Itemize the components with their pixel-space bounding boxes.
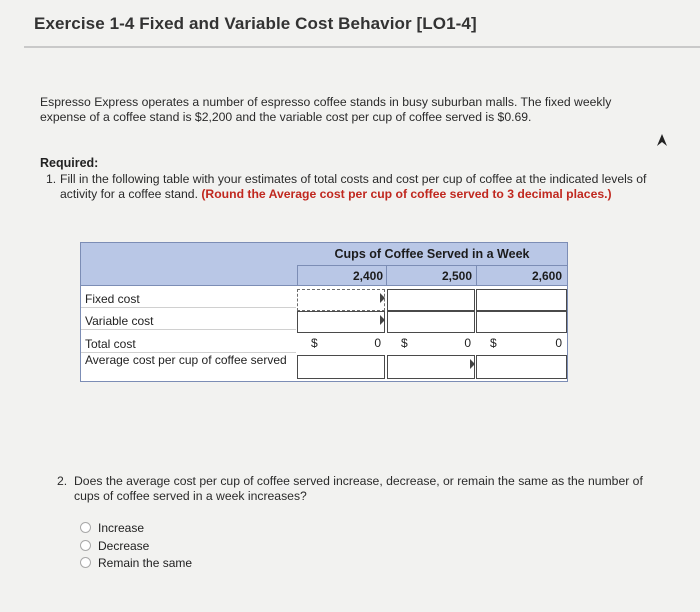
option-increase[interactable] [82,521,144,535]
option-remain-same[interactable] [82,556,192,570]
total-cost-value-2500: 0 [464,336,471,350]
variable-cost-input-2500[interactable] [387,311,475,333]
total-cost-value-2400: 0 [374,336,381,350]
total-cost-currency-2500: $ [401,336,408,350]
question-2 [57,474,657,503]
average-cost-input-2500[interactable] [387,355,475,379]
radio-remain-same[interactable] [80,557,91,568]
cell-marker-icon [380,315,385,325]
table-body [80,286,568,382]
header-divider [297,265,568,266]
question-1 [46,172,656,201]
fixed-cost-input-2400[interactable] [297,289,385,311]
rounding-note: (Round the Average cost per cup of coffee served to 3 decimal places.) [201,186,612,201]
column-header-2600: 2,600 [532,269,563,283]
average-cost-input-2400[interactable] [297,355,385,379]
total-cost-currency-2600: $ [490,336,497,350]
total-cost-value-2600: 0 [555,336,562,350]
option-remain-same-label: Remain the same [98,556,193,570]
table-header-title: Cups of Coffee Served in a Week [334,247,530,261]
fixed-cost-input-2600[interactable] [476,289,567,311]
question-1-number: 1. [46,172,57,186]
row-label-fixed-cost: Fixed cost [81,290,296,308]
row-label-variable-cost: Variable cost [81,312,296,330]
page-title: Exercise 1-4 Fixed and Variable Cost Behavior [LO1-4] [34,14,477,33]
row-label-total-cost: Total cost [81,335,296,353]
row-label-average-cost: Average cost per cup of coffee served [85,353,287,367]
radio-decrease[interactable] [80,540,91,551]
mouse-cursor-icon [655,133,669,147]
required-label: Required: [40,156,99,170]
fixed-cost-input-2500[interactable] [387,289,475,311]
option-decrease-label: Decrease [98,539,150,553]
question-2-text: Does the average cost per cup of coffee served increase, decrease, or remain the same as the number of cups of coffee served in a week increases? [74,474,643,503]
column-header-2400: 2,400 [353,269,384,283]
option-increase-label: Increase [98,521,145,535]
cell-marker-icon [470,359,475,369]
option-decrease[interactable] [82,539,149,553]
average-cost-input-2600[interactable] [476,355,567,379]
variable-cost-input-2600[interactable] [476,311,567,333]
table-header [80,242,568,286]
problem-intro: Espresso Express operates a number of espresso coffee stands in busy suburban malls. The fixed weekly expense of a coffee stand is $2,200 and the variable cost per cup of coffee served is $0.69. [40,95,612,124]
question-2-number: 2. [57,474,68,488]
title-divider [24,46,700,48]
cell-marker-icon [380,293,385,303]
question-1-text: Fill in the following table with your estimates of total costs and cost per cup of coffee at the indicated levels of activity for a coffee stand. [60,172,647,201]
cost-table [80,242,568,382]
variable-cost-input-2400[interactable] [297,311,385,333]
column-header-2500: 2,500 [442,269,473,283]
total-cost-currency-2400: $ [311,336,318,350]
radio-increase[interactable] [80,522,91,533]
